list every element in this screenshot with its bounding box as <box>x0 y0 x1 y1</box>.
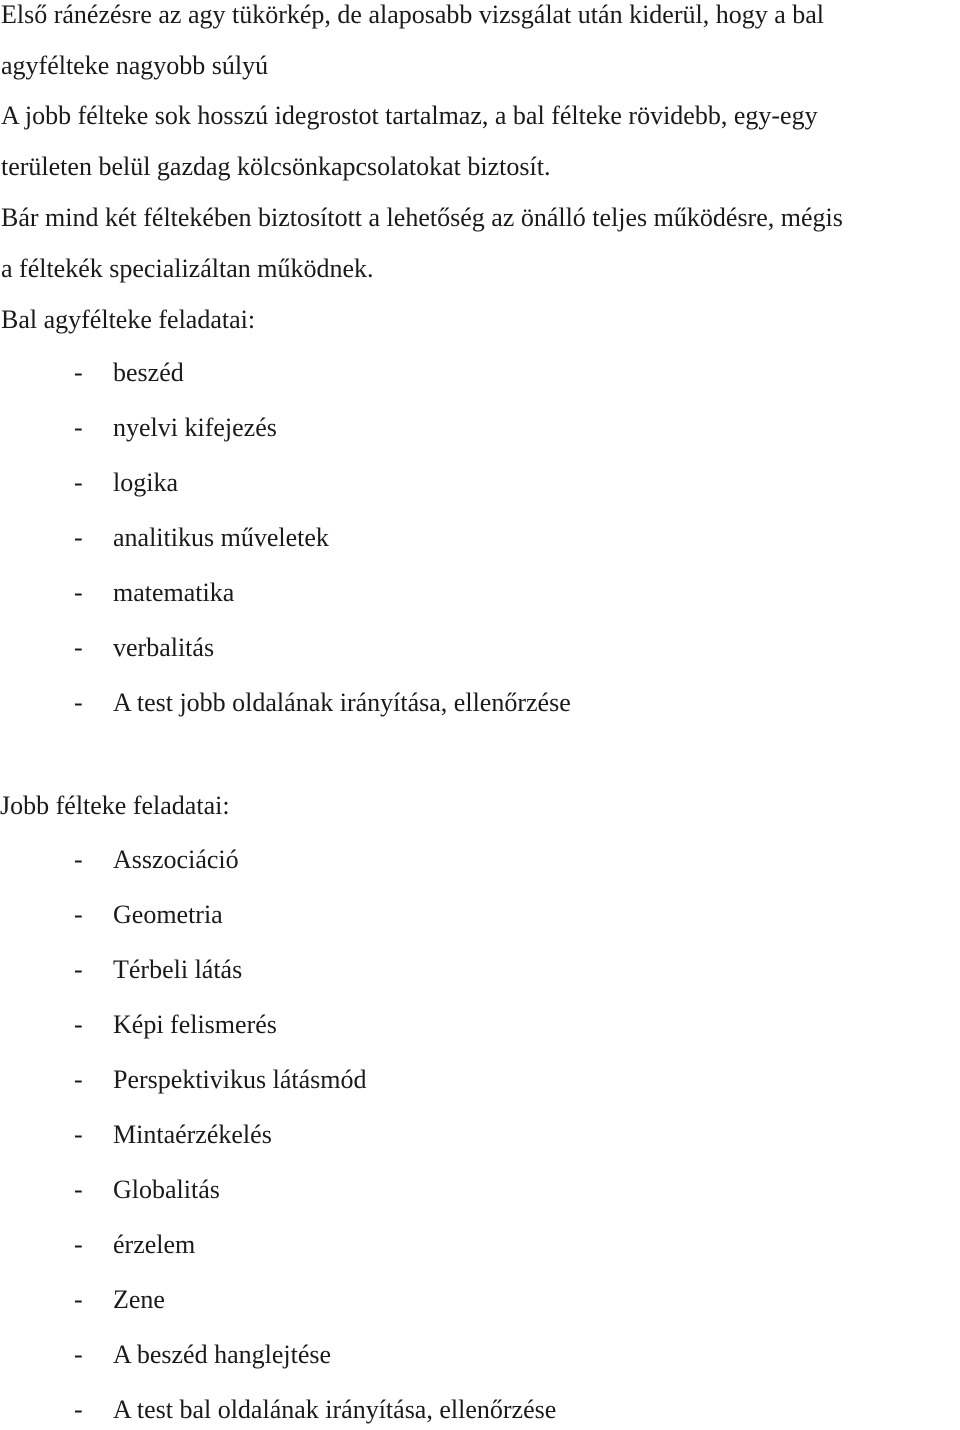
list-bullet: - <box>74 955 83 984</box>
list-item-text: Zene <box>113 1285 165 1314</box>
list-item-text: A test jobb oldalának irányítása, ellenőrzése <box>113 688 571 717</box>
list-bullet: - <box>74 1175 83 1204</box>
list-bullet: - <box>74 1010 83 1039</box>
list-bullet: - <box>74 358 83 387</box>
list-item-text: A beszéd hanglejtése <box>113 1340 332 1369</box>
intro-line-2: agyfélteke nagyobb súlyú <box>1 51 269 80</box>
intro-line-5: Bár mind két féltekében biztosított a lehetőség az önálló teljes működésre, mégis <box>1 203 843 232</box>
list-item-text: analitikus műveletek <box>113 523 329 552</box>
list-bullet: - <box>74 900 83 929</box>
list-bullet: - <box>74 1340 83 1369</box>
list-bullet: - <box>74 1120 83 1149</box>
list-item-text: matematika <box>113 578 235 607</box>
list-item-text: logika <box>113 468 178 497</box>
list-item-text: Globalitás <box>113 1175 220 1204</box>
list-item-text: érzelem <box>113 1230 196 1259</box>
list-item-text: Képi felismerés <box>113 1010 277 1039</box>
list-bullet: - <box>74 578 83 607</box>
list-bullet: - <box>74 1285 83 1314</box>
list-bullet: - <box>74 468 83 497</box>
right-hemisphere-heading: Jobb félteke feladatai: <box>0 791 230 820</box>
list-bullet: - <box>74 633 83 662</box>
intro-line-1: Első ránézésre az agy tükörkép, de alaposabb vizsgálat után kiderül, hogy a bal <box>1 0 825 29</box>
left-hemisphere-heading: Bal agyfélteke feladatai: <box>1 305 256 334</box>
intro-line-4: területen belül gazdag kölcsönkapcsolatokat biztosít. <box>1 152 551 181</box>
list-bullet: - <box>74 1230 83 1259</box>
intro-line-6: a féltekék specializáltan működnek. <box>1 254 374 283</box>
list-item-text: Mintaérzékelés <box>113 1120 272 1149</box>
list-bullet: - <box>74 1395 83 1424</box>
list-item-text: beszéd <box>113 358 184 387</box>
list-item-text: Asszociáció <box>113 845 239 874</box>
list-item-text: nyelvi kifejezés <box>113 413 277 442</box>
list-item-text: A test bal oldalának irányítása, ellenőrzése <box>113 1395 557 1424</box>
list-item-text: verbalitás <box>113 633 215 662</box>
list-bullet: - <box>74 688 83 717</box>
list-item-text: Geometria <box>113 900 223 929</box>
list-bullet: - <box>74 413 83 442</box>
list-bullet: - <box>74 1065 83 1094</box>
list-item-text: Perspektivikus látásmód <box>113 1065 367 1094</box>
list-bullet: - <box>74 523 83 552</box>
list-item-text: Térbeli látás <box>113 955 243 984</box>
intro-line-3: A jobb félteke sok hosszú idegrostot tartalmaz, a bal félteke rövidebb, egy-egy <box>1 101 818 130</box>
list-bullet: - <box>74 845 83 874</box>
